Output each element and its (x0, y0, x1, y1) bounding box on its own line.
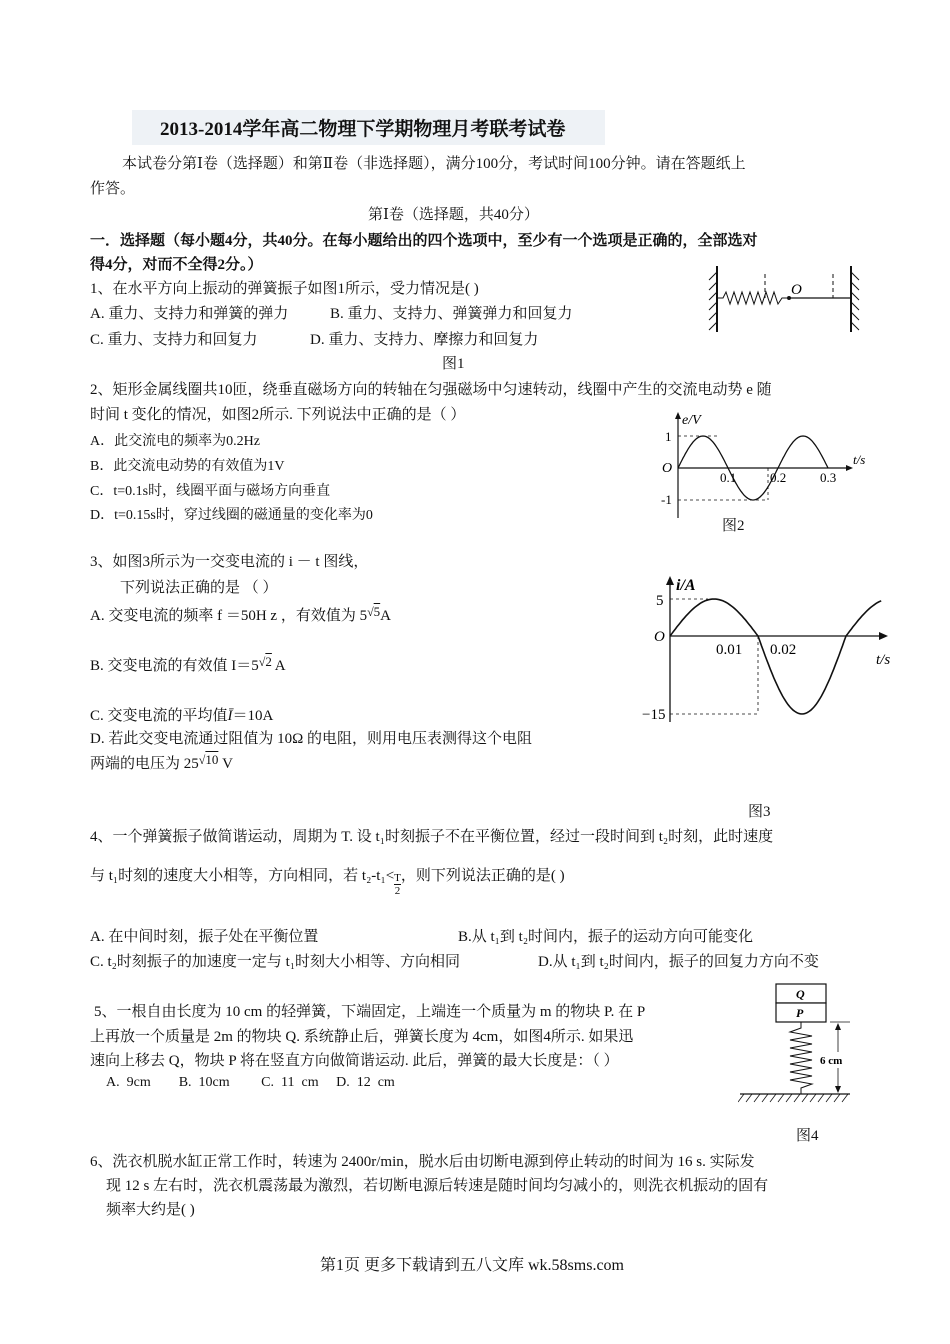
q4-option-a: A. 在中间时刻，振子处在平衡位置 (90, 929, 319, 945)
q5-line-1: 5、一根自由长度为 10 cm 的轻弹簧，下端固定，上端连一个质量为 m 的物块 P. 在 P (94, 1004, 646, 1020)
intro-line-2: 作答。 (90, 181, 136, 197)
q2-option-d: D．t=0.15s时，穿过线圈的磁通量的变化率为0 (90, 508, 373, 523)
figure-3-origin: O (654, 629, 665, 645)
q1-option-b: B. 重力、支持力、弹簧弹力和回复力 (330, 306, 573, 322)
q3-option-b-radicand: 2 (265, 654, 272, 669)
q3-option-b-unit: A (271, 658, 286, 674)
q2-option-b: B．此交流电动势的有效值为1V (90, 459, 285, 474)
figure-3-y-neg: −15 (642, 707, 666, 723)
q3-line-1: 3、如图3所示为一交变电流的 i － t 图线， (90, 554, 369, 570)
figure-3-current-graph (640, 572, 900, 732)
q3-option-c-var: Ī (227, 708, 233, 724)
q1-option-a: A. 重力、支持力和弹簧的弹力 (90, 306, 289, 322)
q3-option-b: B. 交变电流的有效值 I＝5√2 A (90, 654, 286, 674)
figure-3-caption: 图3 (748, 804, 771, 820)
q4-option-b: B.从 t₁到 t₂时间内，振子的运动方向可能变化 (458, 929, 754, 945)
q6-line-2: 现 12 s 左右时，洗衣机震荡最为激烈，若切断电源后转速是随时间均匀减小的，则洗衣机振动的固有 (106, 1178, 769, 1194)
figure-3-y-label: i/A (676, 577, 696, 594)
q3-option-d-unit: V (218, 756, 233, 772)
figure-2-emf-graph (660, 408, 870, 538)
q3-option-a-unit: A (380, 608, 392, 624)
q1-option-d: D. 重力、支持力、摩擦力和回复力 (310, 332, 539, 348)
q3-option-a: A. 交变电流的频率 f ＝50H z ，有效值为 5√5A (90, 604, 392, 624)
q2-line-1: 2、矩形金属线圈共10匝，绕垂直磁场方向的转轴在匀强磁场中匀速转动，线圈中产生的交流电动势 e 随 (90, 382, 772, 398)
figure-1-point-o: O (791, 282, 802, 298)
q4-fraction-den: 2 (394, 885, 401, 898)
q3-option-c-value: ＝10A (232, 708, 274, 724)
q3-option-d-line-2: 两端的电压为 25√10 V (90, 752, 233, 772)
figure-2-tick-2: 0.2 (770, 470, 787, 485)
figure-1-spring-oscillator (705, 262, 865, 338)
q6-line-3: 频率大约是( ) (106, 1202, 195, 1218)
q3-option-c (90, 704, 273, 725)
figure-4-spring-blocks (738, 982, 858, 1106)
q5-line-3: 速向上移去 Q，物块 P 将在竖直方向做简谐运动. 此后，弹簧的最大长度是：（ ） (90, 1053, 619, 1069)
q4-fraction (394, 872, 401, 897)
q3-option-c-text: C. 交变电流的平均值 (90, 708, 228, 724)
q4-line-2-text: 与 t₁时刻的速度大小相等，方向相同，若 t₂-t₁< (90, 868, 395, 884)
figure-3-y-pos: 5 (656, 593, 664, 609)
figure-4-caption: 图4 (796, 1128, 819, 1144)
q5-options: A. 9cm B. 10cm C. 11 cm D. 12 cm (106, 1075, 395, 1090)
q4-line-1: 4、一个弹簧振子做简谐运动，周期为 T. 设 t₁时刻振子不在平衡位置，经过一段时间到 t₂时刻，此时速度 (90, 829, 774, 845)
q1-stem: 1、在水平方向上振动的弹簧振子如图1所示，受力情况是( ) (90, 281, 479, 297)
q3-option-d-radicand: 10 (205, 752, 219, 767)
figure-1-caption: 图1 (442, 356, 465, 372)
q3-line-2: 下列说法正确的是 （ ） (120, 580, 278, 596)
figure-4-length: 6 cm (820, 1055, 843, 1067)
q3-option-b-text: B. 交变电流的有效值 I＝5 (90, 658, 259, 674)
q5-line-2: 上再放一个质量是 2m 的物块 Q. 系统静止后，弹簧长度为 4cm，如图4所示. 如果迅 (90, 1029, 634, 1045)
figure-3-x-label: t/s (876, 652, 891, 668)
figure-4-block-p: P (796, 1006, 804, 1020)
figure-2-tick-1: 0.1 (720, 470, 737, 485)
q4-fraction-num: T (394, 872, 401, 885)
q2-option-c: C．t=0.1s时，线圈平面与磁场方向垂直 (90, 484, 331, 499)
q3-option-a-text: A. 交变电流的频率 f ＝50H z ，有效值为 5 (90, 608, 368, 624)
q6-line-1: 6、洗衣机脱水缸正常工作时，转速为 2400r/min，脱水后由切断电源到停止转动的时间为 16 s. 实际发 (90, 1154, 755, 1170)
figure-2-y-pos: 1 (665, 429, 672, 444)
figure-2-origin: O (662, 461, 673, 476)
section-header: 第Ⅰ卷（选择题，共40分） (368, 207, 539, 223)
q4-option-c: C. t₂时刻振子的加速度一定与 t₁时刻大小相等、方向相同 (90, 954, 461, 970)
part1-line-2: 得4分，对而不全得2分。） (90, 257, 263, 273)
page-footer: 第1页 更多下载请到五八文库 wk.58sms.com (320, 1257, 625, 1274)
figure-2-y-neg: -1 (661, 492, 672, 507)
q4-line-2-end: ，则下列说法正确的是( ) (400, 868, 565, 884)
part1-line-1: 一．选择题（每小题4分，共40分。在每小题给出的四个选项中，至少有一个选项是正确的，全部选对 (90, 233, 758, 249)
figure-2-caption: 图2 (722, 518, 745, 534)
q2-line-2: 时间 t 变化的情况，如图2所示. 下列说法中正确的是（ ） (90, 407, 466, 423)
q4-line-2 (90, 864, 565, 898)
q3-option-d-line-1: D. 若此交变电流通过阻值为 10Ω 的电阻，则用电压表测得这个电阻 (90, 731, 532, 747)
q2-option-a: A．此交流电的频率为0.2Hz (90, 434, 260, 449)
q3-option-d-text: 两端的电压为 25 (90, 756, 199, 772)
q1-option-c: C. 重力、支持力和回复力 (90, 332, 258, 348)
figure-2-tick-3: 0.3 (820, 470, 837, 485)
intro-line-1: 本试卷分第Ⅰ卷（选择题）和第Ⅱ卷（非选择题），满分100分，考试时间100分钟。请在答题纸上 (122, 156, 746, 172)
figure-2-y-label: e/V (682, 413, 701, 428)
figure-2-x-label: t/s (853, 452, 866, 467)
figure-4-block-q: Q (796, 987, 805, 1001)
page-title: 2013-2014学年高二物理下学期物理月考联考试卷 (132, 110, 605, 145)
q3-option-a-radicand: 5 (373, 604, 381, 619)
q4-option-d: D.从 t₁到 t₂时间内，振子的回复力方向不变 (538, 954, 819, 970)
figure-3-tick-2: 0.02 (770, 642, 797, 658)
figure-3-tick-1: 0.01 (716, 642, 743, 658)
